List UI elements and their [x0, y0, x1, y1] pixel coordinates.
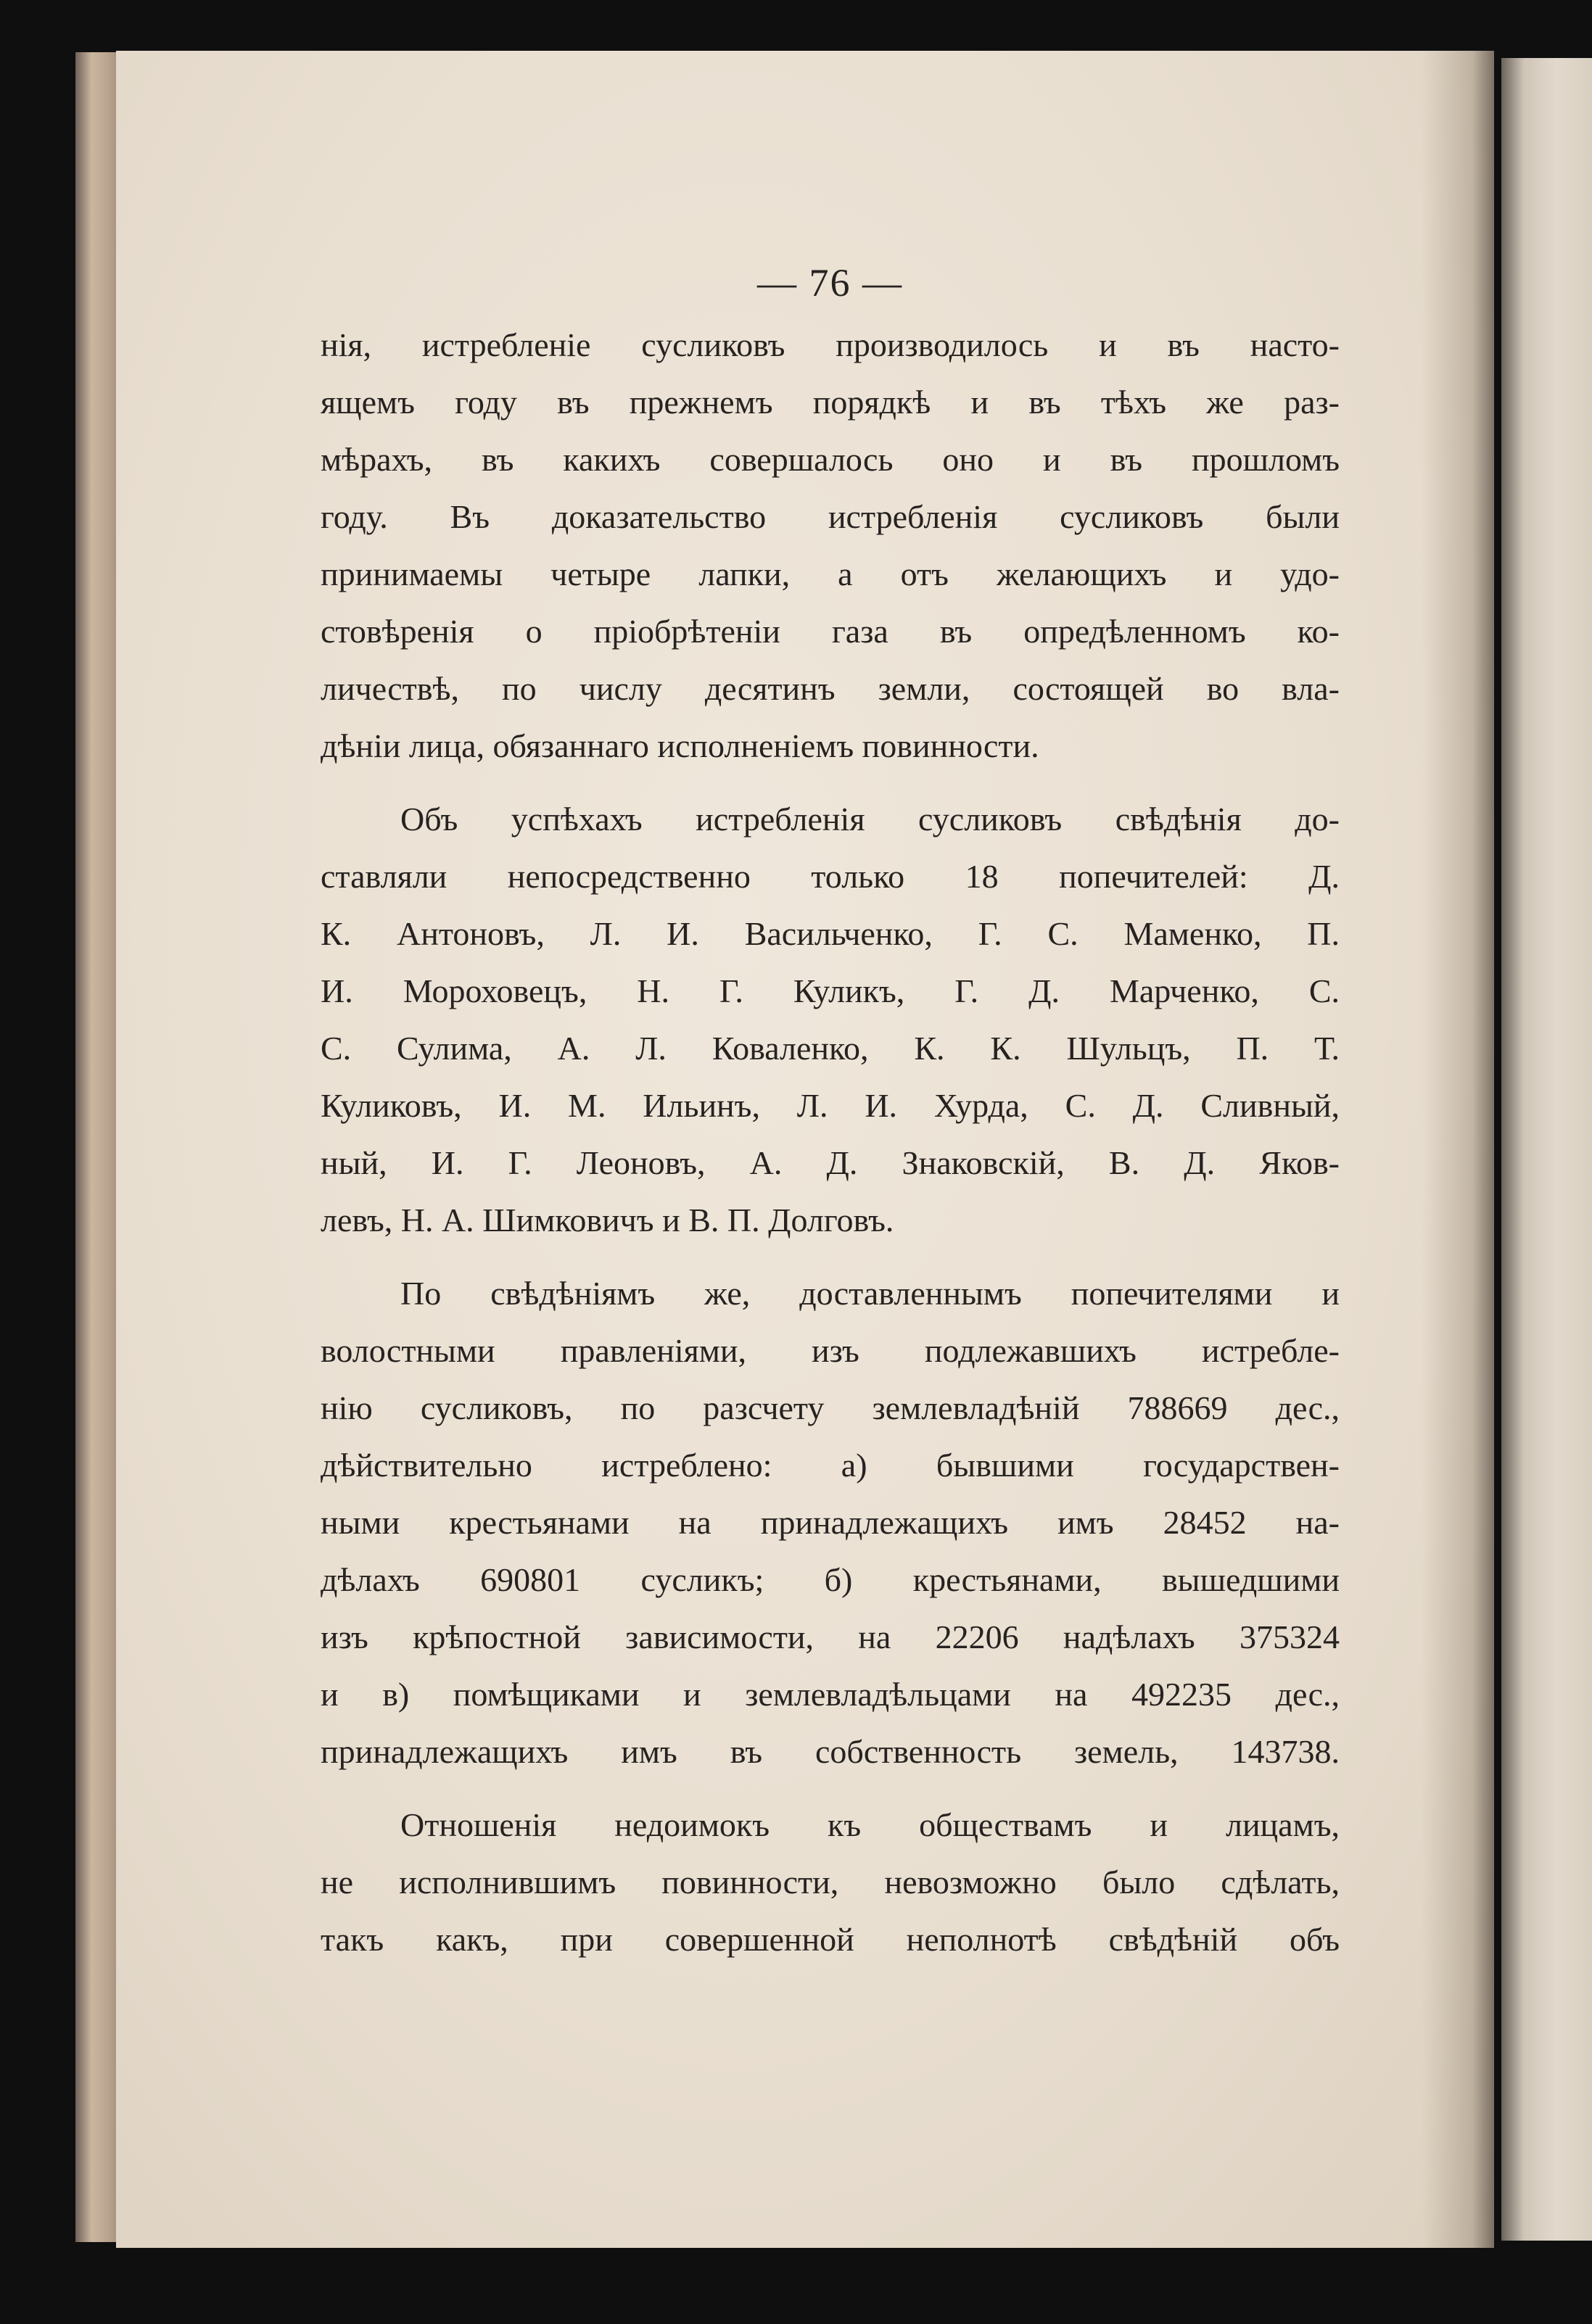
text-line: ящемъ году въ прежнемъ порядкѣ и въ тѣхъ же раз-: [321, 384, 1340, 421]
text-line: такъ какъ, при совершенной неполнотѣ свѣдѣній объ: [321, 1921, 1340, 1958]
text-line: ными крестьянами на принадлежащихъ имъ 28452 на-: [321, 1504, 1340, 1541]
text-line: ный, И. Г. Леоновъ, А. Д. Знаковскій, В. Д. Яков-: [321, 1144, 1340, 1181]
text-line: волостными правленіями, изъ подлежавшихъ истребле-: [321, 1332, 1340, 1369]
text-line: и в) помѣщиками и землевладѣльцами на 492235 дес.,: [321, 1676, 1340, 1713]
text-line: Отношенія недоимокъ къ обществамъ и лицамъ,: [400, 1806, 1340, 1843]
text-line: Объ успѣхахъ истребленія сусликовъ свѣдѣнія до-: [400, 801, 1340, 838]
spine-shadow: [1422, 51, 1494, 2248]
text-line: И. Мороховецъ, Н. Г. Куликъ, Г. Д. Марченко, С.: [321, 972, 1340, 1009]
text-line: Куликовъ, И. М. Ильинъ, Л. И. Хурда, С. Д. Сливный,: [321, 1087, 1340, 1124]
text-line: личествѣ, по числу десятинъ земли, состоящей во вла-: [321, 670, 1340, 707]
text-line: К. Антоновъ, Л. И. Васильченко, Г. С. Маменко, П.: [321, 915, 1340, 952]
paragraph-4: [321, 1796, 1340, 1968]
page-stack-edge: [75, 52, 122, 2242]
text-line: не исполнившимъ повинности, невозможно было сдѣлать,: [321, 1864, 1340, 1901]
text-line: левъ, Н. А. Шимковичъ и В. П. Долговъ.: [321, 1202, 894, 1238]
text-line: принимаемы четыре лапки, а отъ желающихъ и удо-: [321, 555, 1340, 592]
text-line: изъ крѣпостной зависимости, на 22206 надѣлахъ 375324: [321, 1618, 1340, 1655]
text-line: мѣрахъ, въ какихъ совершалось оно и въ прошломъ: [321, 441, 1340, 478]
text-line: принадлежащихъ имъ въ собственность земель, 143738.: [321, 1733, 1340, 1770]
page-text: [321, 261, 1340, 1968]
page-number: — 76 —: [757, 261, 903, 305]
text-line: нію сусликовъ, по разсчету землевладѣній 788669 дес.,: [321, 1389, 1340, 1426]
text-line: По свѣдѣніямъ же, доставленнымъ попечителями и: [400, 1275, 1340, 1312]
paragraph-2: [321, 790, 1340, 1249]
text-line: дѣлахъ 690801 сусликъ; б) крестьянами, вышедшими: [321, 1561, 1340, 1598]
text-line: дѣйствительно истреблено: а) бывшими государствен-: [321, 1447, 1340, 1484]
next-page-sliver: [1501, 58, 1592, 2241]
text-line: году. Въ доказательство истребленія сусликовъ были: [321, 498, 1340, 535]
paragraph-1: [321, 316, 1340, 774]
text-line: ставляли непосредственно только 18 попечителей: Д.: [321, 858, 1340, 895]
text-line: нія, истребленіе сусликовъ производилось и въ насто-: [321, 326, 1340, 363]
paragraph-3: [321, 1265, 1340, 1780]
text-line: стовѣренія о пріобрѣтеніи газа въ опредѣленномъ ко-: [321, 613, 1340, 650]
text-line: дѣніи лица, обязаннаго исполненіемъ повинности.: [321, 727, 1039, 764]
text-line: С. Сулима, А. Л. Коваленко, К. К. Шульцъ, П. Т.: [321, 1030, 1340, 1067]
